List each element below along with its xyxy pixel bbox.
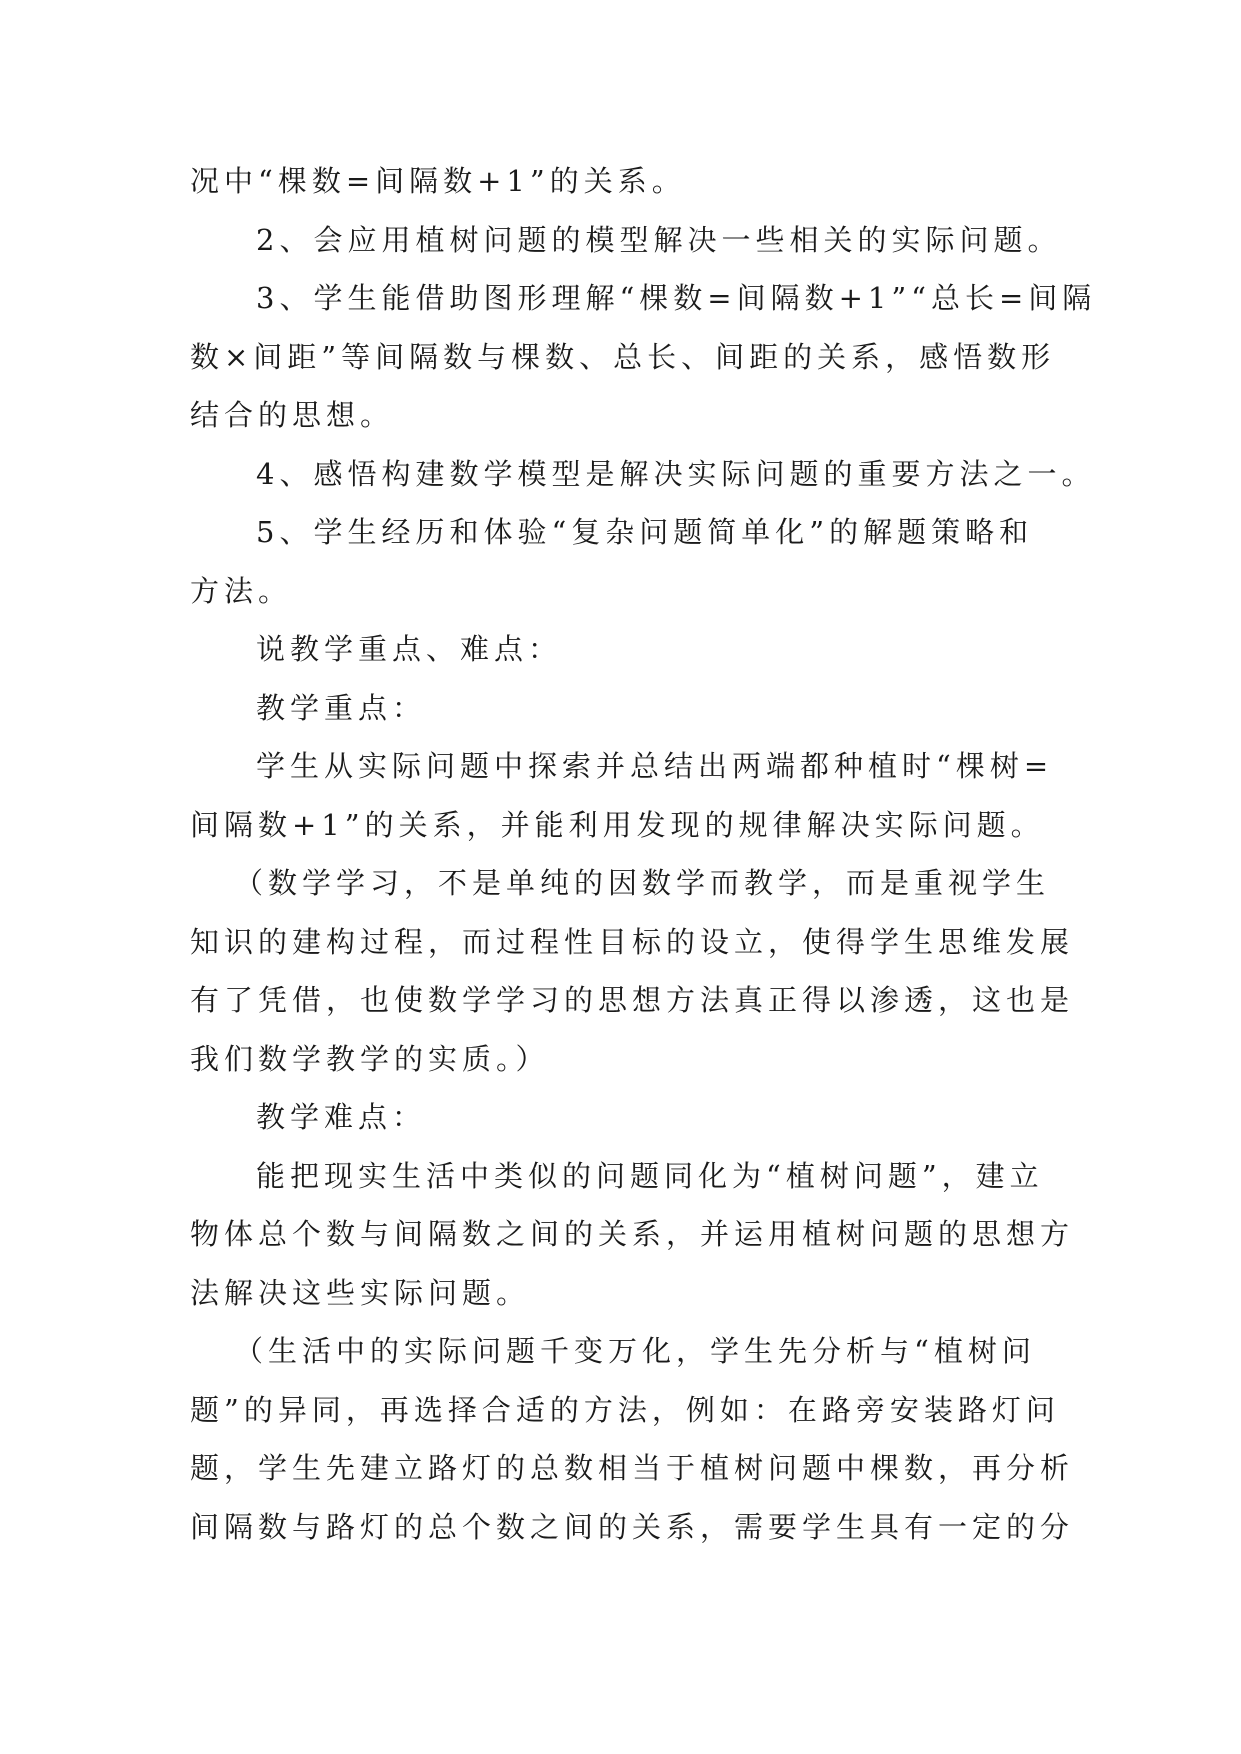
text-line: （数学学习，不是单纯的因数学而教学，而是重视学生 xyxy=(234,866,1051,900)
text-line: 结合的思想。 xyxy=(190,398,395,432)
text-line: 法解决这些实际问题。 xyxy=(190,1275,531,1310)
text-line: 数×间距”等间隔数与棵数、总长、间距的关系，感悟数形 xyxy=(190,339,1056,374)
text-line: 2、会应用植树问题的模型解决一些相关的实际问题。 xyxy=(256,222,1062,257)
text-line: 我们数学教学的实质。） xyxy=(190,1041,550,1076)
body-text xyxy=(190,152,1097,1556)
text-line: 题”的异同，再选择合适的方法，例如：在路旁安装路灯问 xyxy=(190,1392,1060,1427)
text-line: 5、学生经历和体验“复杂问题简单化”的解题策略和 xyxy=(256,515,1034,549)
section-heading: 说教学重点、难点： xyxy=(256,632,563,666)
text-line: 况中“棵数=间隔数+1”的关系。 xyxy=(190,164,686,198)
text-line: 方法。 xyxy=(190,573,293,608)
text-line: 题，学生先建立路灯的总数相当于植树问题中棵数，再分析 xyxy=(190,1451,1075,1485)
subsection-heading: 教学难点： xyxy=(256,1100,427,1134)
text-line: 知识的建构过程，而过程性目标的设立，使得学生思维发展 xyxy=(190,924,1075,959)
text-line: 4、感悟构建数学模型是解决实际问题的重要方法之一。 xyxy=(256,456,1096,491)
text-line: 3、学生能借助图形理解“棵数=间隔数+1”“总长=间隔 xyxy=(256,281,1097,315)
text-line: 能把现实生活中类似的问题同化为“植树问题”，建立 xyxy=(256,1158,1044,1193)
text-line: 学生从实际问题中探索并总结出两端都种植时“棵树= xyxy=(256,749,1054,783)
text-line: （生活中的实际问题千变万化，学生先分析与“植树问 xyxy=(234,1334,1036,1368)
text-line: 物体总个数与间隔数之间的关系，并运用植树问题的思想方 xyxy=(190,1217,1075,1251)
text-line: 间隔数与路灯的总个数之间的关系，需要学生具有一定的分 xyxy=(190,1509,1075,1544)
text-line: 有了凭借，也使数学学习的思想方法真正得以渗透，这也是 xyxy=(190,983,1075,1017)
subsection-heading: 教学重点： xyxy=(256,690,427,725)
text-line: 间隔数+1”的关系，并能利用发现的规律解决实际问题。 xyxy=(190,807,1045,842)
